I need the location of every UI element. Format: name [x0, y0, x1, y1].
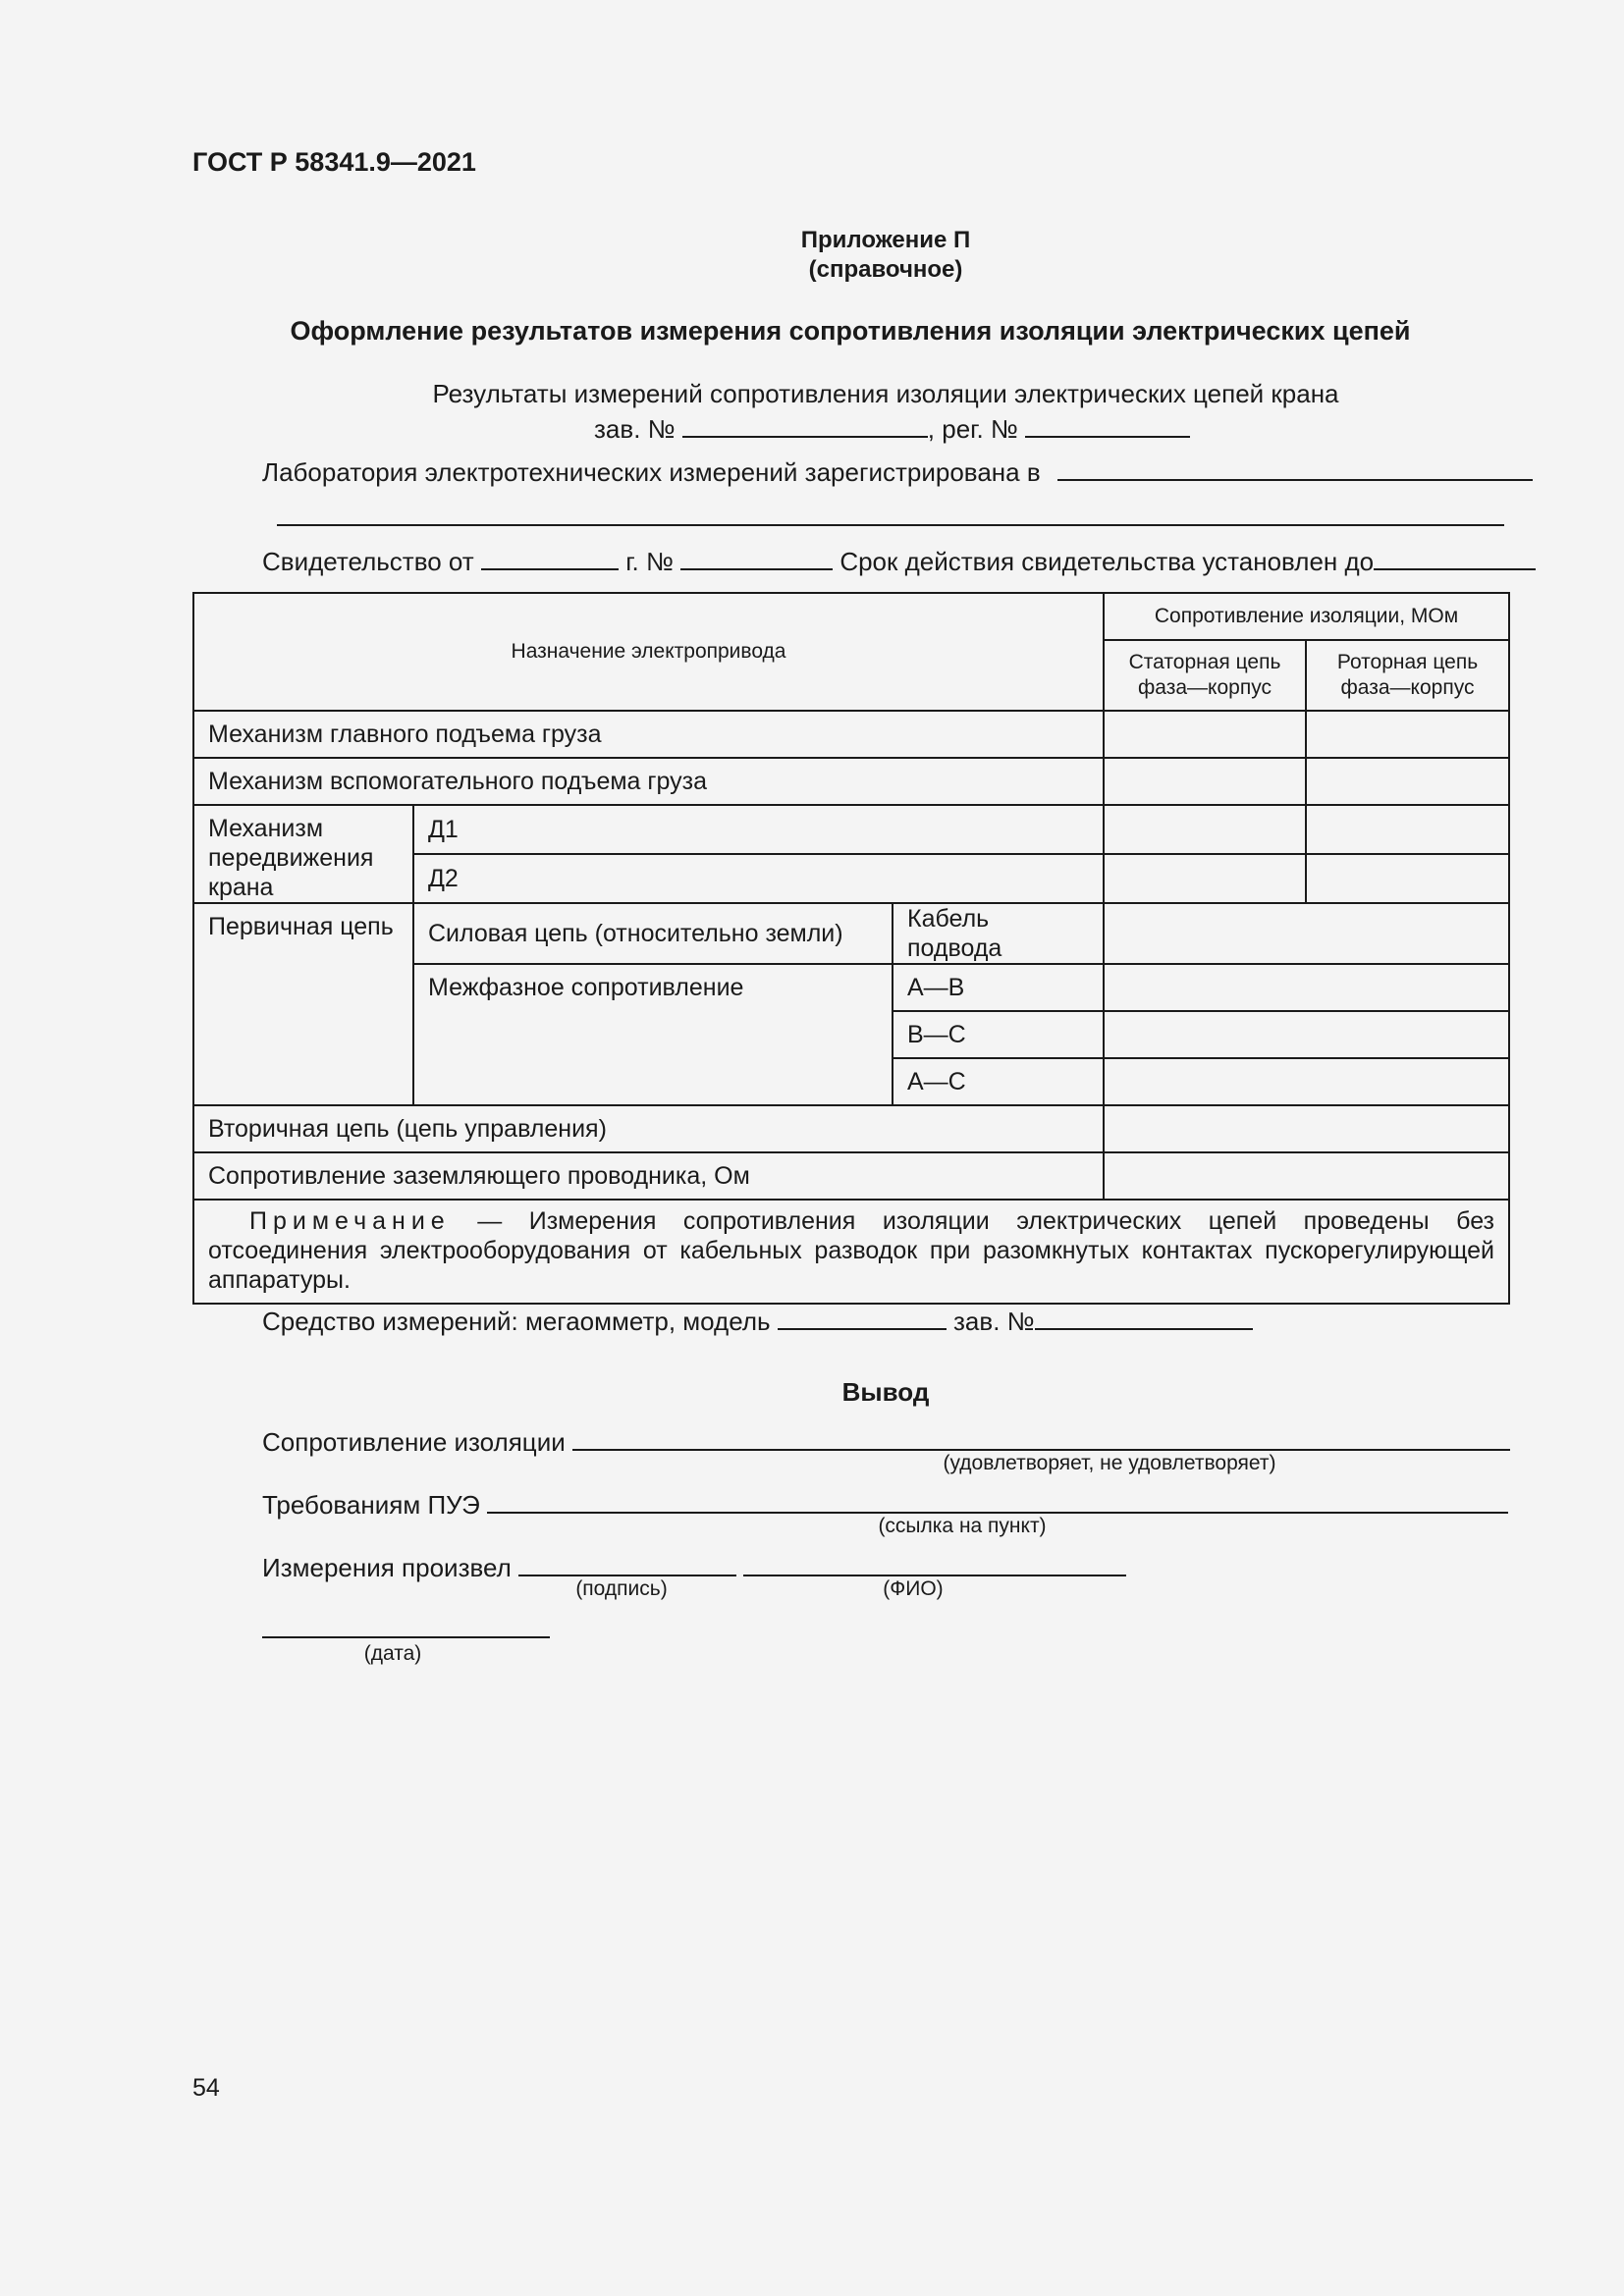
d2-rotor-cell[interactable] — [1306, 854, 1509, 903]
aux-lift-rotor-cell[interactable] — [1306, 758, 1509, 805]
signature-field[interactable] — [518, 1549, 736, 1576]
insulation-hint: (удовлетворяет, не удовлетворяет) — [943, 1452, 1276, 1474]
lab-line — [262, 454, 1533, 488]
phase-bc-label: В—С — [893, 1011, 1104, 1058]
power-circuit-label: Силовая цепь (относительно земли) — [413, 903, 893, 964]
main-lift-stator-cell[interactable] — [1104, 711, 1306, 758]
certificate-line — [262, 543, 1536, 577]
d1-rotor-cell[interactable] — [1306, 805, 1509, 854]
phase-ac-label: А—С — [893, 1058, 1104, 1105]
results-line: Результаты измерений сопротивления изоляции электрических цепей крана — [432, 379, 1339, 408]
cable-label: Кабель подвода — [893, 903, 1104, 964]
instrument-model-field[interactable] — [778, 1303, 947, 1330]
row-main-lift: Механизм главного подъема груза — [193, 711, 1104, 758]
instrument-line — [262, 1303, 1253, 1337]
reg-number-field[interactable] — [1025, 410, 1190, 438]
zav-number-field[interactable] — [682, 410, 928, 438]
phase-ab-value-cell[interactable] — [1104, 964, 1509, 1011]
insulation-label: Сопротивление изоляции — [262, 1427, 566, 1457]
section-title: Оформление результатов измерения сопротивления изоляции электрических цепей — [290, 316, 1411, 346]
zav-label: зав. № — [594, 414, 676, 444]
phase-ac-value-cell[interactable] — [1104, 1058, 1509, 1105]
appendix-heading — [0, 226, 1624, 285]
cert-label: Свидетельство от — [262, 547, 474, 576]
cert-valid-field[interactable] — [1374, 543, 1536, 570]
appendix-kind: (справочное) — [808, 256, 963, 283]
fio-hint: (ФИО) — [883, 1577, 944, 1600]
insulation-field[interactable] — [572, 1423, 1510, 1451]
crane-number-line — [594, 410, 1190, 445]
note-text: — Измерения сопротивления изоляции электрических цепей проведены без отсоединения электрооборудования от кабельных разводок при разомкнутых контактах пускорегулирующей аппаратуры. — [208, 1207, 1495, 1294]
pue-field[interactable] — [487, 1486, 1508, 1514]
instrument-label: Средство измерений: мегаомметр, модель — [262, 1307, 771, 1336]
header-stator: Статорная цепь фаза—корпус — [1104, 640, 1306, 711]
cert-valid-label: Срок действия свидетельства установлен до — [839, 547, 1375, 576]
instrument-zav-field[interactable] — [1035, 1303, 1253, 1330]
measurement-table — [192, 592, 1510, 1305]
date-hint: (дата) — [363, 1642, 422, 1665]
phase-ab-label: А—В — [893, 964, 1104, 1011]
aux-lift-stator-cell[interactable] — [1104, 758, 1306, 805]
row-aux-lift: Механизм вспомогательного подъема груза — [193, 758, 1104, 805]
lab-label: Лаборатория электротехнических измерений зарегистрирована в — [262, 457, 1041, 487]
ground-value-cell[interactable] — [1104, 1152, 1509, 1200]
phase-bc-value-cell[interactable] — [1104, 1011, 1509, 1058]
conclusion-heading: Вывод — [841, 1377, 930, 1407]
lab-registry-field-continuation[interactable] — [277, 524, 1504, 526]
pue-hint: (ссылка на пункт) — [878, 1515, 1047, 1537]
main-lift-rotor-cell[interactable] — [1306, 711, 1509, 758]
cable-value-cell[interactable] — [1104, 903, 1509, 964]
pue-label: Требованиям ПУЭ — [262, 1490, 480, 1520]
cert-number-label: г. № — [625, 547, 674, 576]
header-purpose: Назначение электропривода — [193, 593, 1104, 711]
cert-date-field[interactable] — [481, 543, 619, 570]
document-code: ГОСТ Р 58341.9—2021 — [192, 147, 476, 177]
row-travel: Механизм передвижения крана — [193, 805, 413, 903]
reg-label: , рег. № — [927, 414, 1018, 444]
instrument-zav-label: зав. № — [953, 1307, 1035, 1336]
table-note — [193, 1200, 1509, 1304]
page-number: 54 — [192, 2074, 220, 2102]
performed-label: Измерения произвел — [262, 1553, 512, 1582]
cert-number-field[interactable] — [680, 543, 833, 570]
d1-stator-cell[interactable] — [1104, 805, 1306, 854]
row-d2: Д2 — [413, 854, 1104, 903]
row-secondary: Вторичная цепь (цепь управления) — [193, 1105, 1104, 1152]
date-field[interactable] — [262, 1636, 550, 1638]
header-rotor: Роторная цепь фаза—корпус — [1306, 640, 1509, 711]
lab-registry-field[interactable] — [1057, 454, 1533, 481]
fio-field[interactable] — [743, 1549, 1126, 1576]
secondary-value-cell[interactable] — [1104, 1105, 1509, 1152]
note-label: Примечание — [249, 1207, 451, 1235]
header-resistance: Сопротивление изоляции, МОм — [1104, 593, 1509, 640]
appendix-label: Приложение П — [800, 227, 971, 253]
interphase-label: Межфазное сопротивление — [413, 964, 893, 1105]
row-d1: Д1 — [413, 805, 1104, 854]
row-primary: Первичная цепь — [193, 903, 413, 1105]
d2-stator-cell[interactable] — [1104, 854, 1306, 903]
signature-hint: (подпись) — [575, 1577, 668, 1600]
row-ground: Сопротивление заземляющего проводника, Ом — [193, 1152, 1104, 1200]
